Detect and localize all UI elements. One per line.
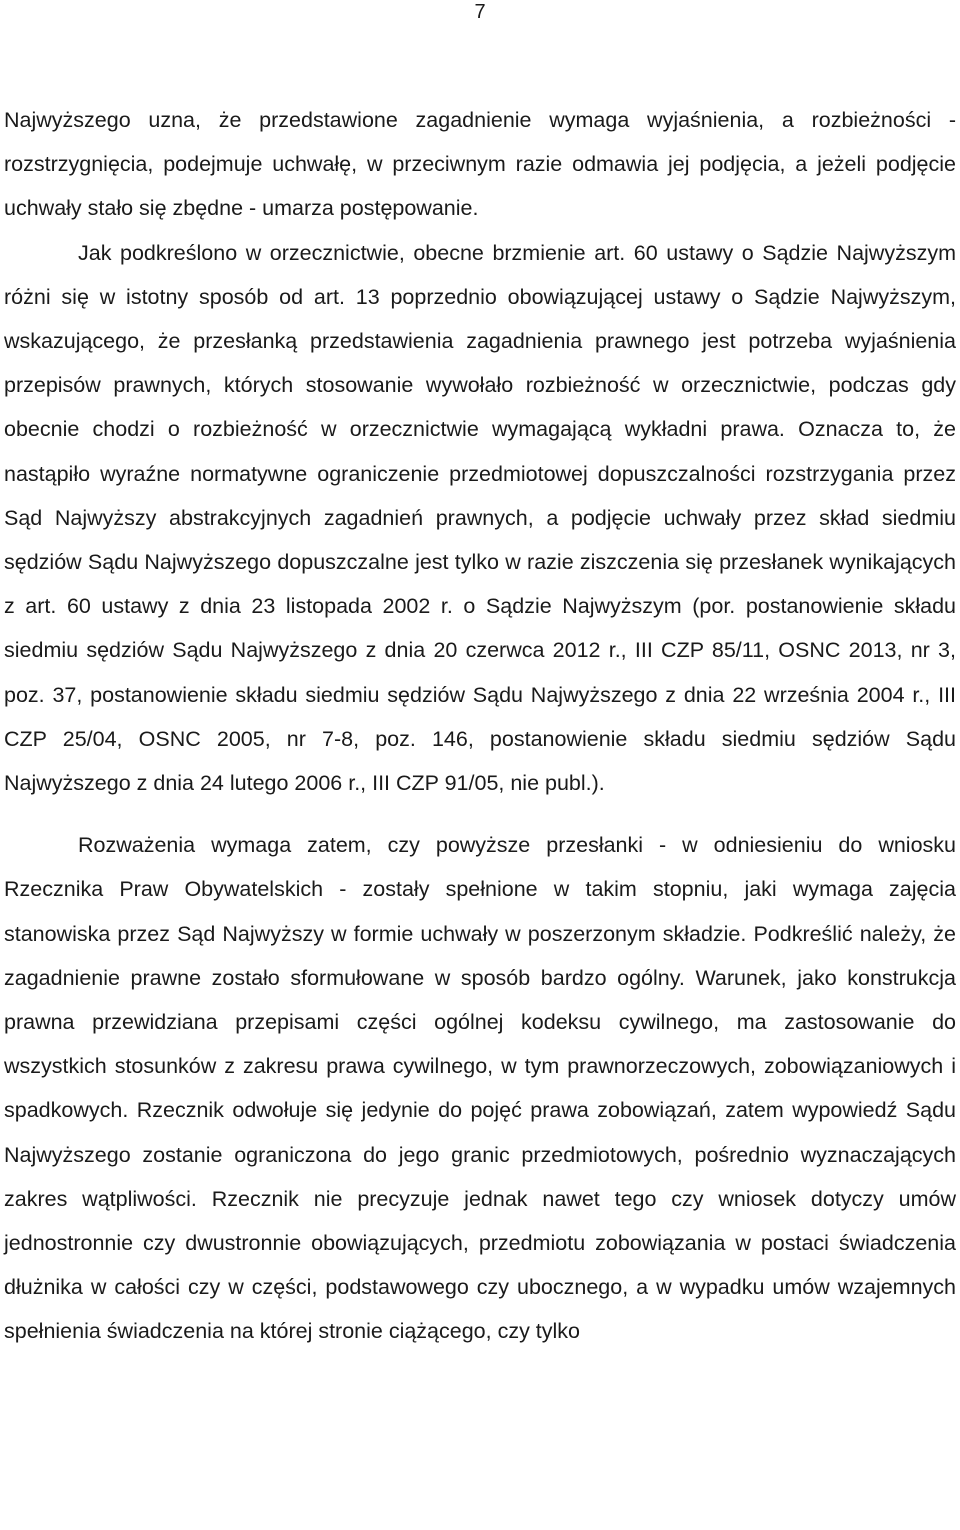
paragraph-2: Jak podkreślono w orzecznictwie, obecne brzmienie art. 60 ustawy o Sądzie Najwyższym różni się w istotny sposób od art. 13 poprzednio obowiązującej ustawy o Sądzie Najwyższym, wskazującego, że przesłanką przedstawienia zagadnienia prawnego jest potrzeba wyjaśnienia przepisów prawnych, których stosowanie wywołało rozbieżność w orzecznictwie, podczas gdy obecnie chodzi o rozbieżność w orzecznictwie wymagającą wykładni prawa. Oznacza to, że nastąpiło wyraźne normatywne ograniczenie przedmiotowej dopuszczalności rozstrzygania przez Sąd Najwyższy abstrakcyjnych zagadnień prawnych, a podjęcie uchwały przez skład siedmiu sędziów Sądu Najwyższego dopuszczalne jest tylko w razie ziszczenia się przesłanek wynikających z art. 60 ustawy z dnia 23 listopada 2002 r. o Sądzie Najwyższym (por. postanowienie składu siedmiu sędziów Sądu Najwyższego z dnia 20 czerwca 2012 r., III CZP 85/11, OSNC 2013, nr 3, poz. 37, postanowienie składu siedmiu sędziów Sądu Najwyższego z dnia 22 września 2004 r., III CZP 25/04, OSNC 2005, nr 7-8, poz. 146, postanowienie składu siedmiu sędziów Sądu Najwyższego z dnia 24 lutego 2006 r., III CZP 91/05, nie publ.). bbox=[4, 240, 956, 796]
paragraph-1: Najwyższego uzna, że przedstawione zagadnienie wymaga wyjaśnienia, a rozbieżności - rozstrzygnięcia, podejmuje uchwałę, w przeciwnym razie odmawia jej podjęcia, a jeżeli podjęcie uchwały stało się zbędne - umarza postępowanie. bbox=[4, 108, 956, 221]
page-number: 7 bbox=[474, 1, 486, 23]
document-body bbox=[4, 98, 956, 1354]
paragraph-spacer bbox=[4, 805, 956, 823]
paragraph-3: Rozważenia wymaga zatem, czy powyższe przesłanki - w odniesieniu do wniosku Rzecznika Praw Obywatelskich - zostały spełnione w takim stopniu, jaki wymaga zajęcia stanowiska przez Sąd Najwyższy w formie uchwały w poszerzonym składzie. Podkreślić należy, że zagadnienie prawne zostało sformułowane w sposób bardzo ogólny. Warunek, jako konstrukcja prawna przewidziana przepisami części ogólnej kodeksu cywilnego, ma zastosowanie do wszystkich stosunków z zakresu prawa cywilnego, w tym prawnorzeczowych, zobowiązaniowych i spadkowych. Rzecznik odwołuje się jedynie do pojęć prawa zobowiązań, zatem wypowiedź Sądu Najwyższego zostanie ograniczona do jego granic przedmiotowych, pośrednio wyznaczających zakres wątpliwości. Rzecznik nie precyzuje jednak nawet tego czy wniosek dotyczy umów jednostronnie czy dwustronnie obowiązujących, przedmiotu zobowiązania w postaci świadczenia dłużnika w całości czy w części, podstawowego czy ubocznego, a w wypadku umów wzajemnych spełnienia świadczenia na której stronie ciążącego, czy tylko bbox=[4, 833, 956, 1344]
